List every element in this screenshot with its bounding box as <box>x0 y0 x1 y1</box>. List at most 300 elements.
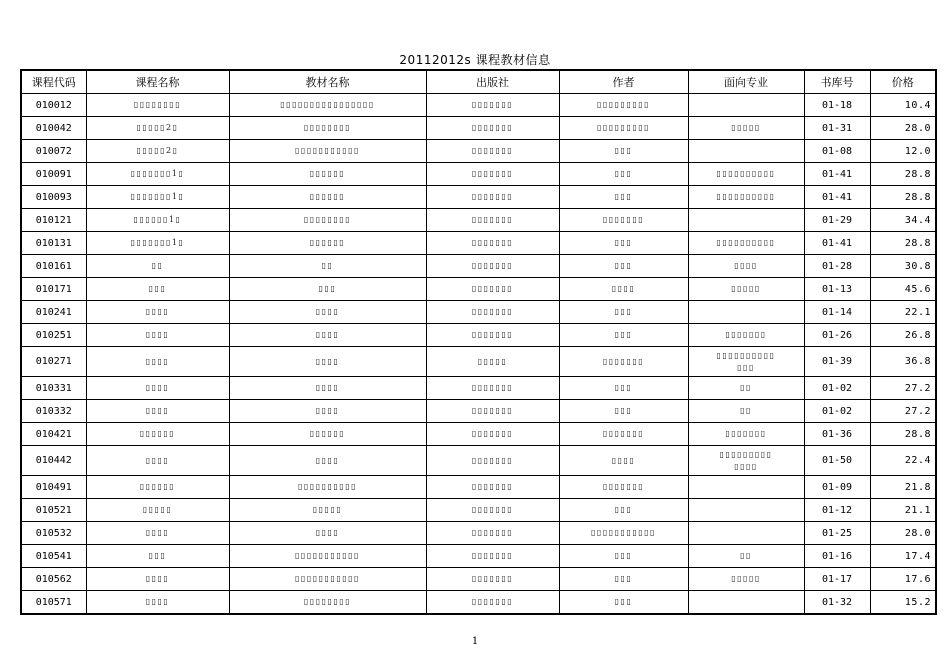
cell-author-text: ▯▯▯ <box>614 238 633 247</box>
cell-course-name <box>86 163 229 186</box>
cell-author-text: ▯▯▯ <box>614 383 633 392</box>
cell-course-name-text: ▯▯▯ <box>148 551 167 560</box>
cell-author <box>559 324 688 347</box>
cell-publisher-text: ▯▯▯▯▯▯▯ <box>471 100 514 109</box>
cell-author-text: ▯▯▯ <box>614 406 633 415</box>
cell-course-name <box>86 117 229 140</box>
table-row <box>21 545 936 568</box>
cell-author-text: ▯▯▯▯ <box>611 284 636 293</box>
cell-course-code: 010442 <box>21 446 86 476</box>
cell-course-name-text: ▯▯▯▯ <box>145 597 170 606</box>
cell-course-name-text: ▯▯▯▯▯▯1▯ <box>133 215 182 224</box>
cell-author-text: ▯▯▯▯ <box>611 455 636 465</box>
cell-author <box>559 117 688 140</box>
cell-publisher <box>426 568 559 591</box>
cell-major <box>688 499 804 522</box>
cell-author <box>559 186 688 209</box>
cell-book-name-text: ▯▯▯▯▯▯▯▯▯▯▯ <box>295 146 360 155</box>
cell-course-name <box>86 499 229 522</box>
table-row <box>21 186 936 209</box>
cell-book-name-text: ▯▯▯▯▯▯▯▯ <box>303 215 352 224</box>
cell-price: 34.4 <box>870 209 936 232</box>
cell-book-name <box>229 209 426 232</box>
cell-book-name <box>229 163 426 186</box>
cell-publisher <box>426 255 559 278</box>
cell-major-text: ▯▯ <box>740 551 752 560</box>
cell-book-name-text: ▯▯▯▯▯▯▯▯ <box>303 597 352 606</box>
cell-book-name <box>229 423 426 446</box>
table-row <box>21 568 936 591</box>
cell-book-name-text: ▯▯▯▯▯ <box>312 505 343 514</box>
cell-book-name <box>229 347 426 377</box>
cell-major-text: ▯▯▯▯▯▯▯ <box>725 429 767 438</box>
cell-course-code: 010131 <box>21 232 86 255</box>
cell-course-code: 010521 <box>21 499 86 522</box>
cell-major <box>688 423 804 446</box>
cell-price: 17.4 <box>870 545 936 568</box>
cell-location: 01-50 <box>804 446 870 476</box>
cell-location: 01-25 <box>804 522 870 545</box>
cell-book-name-text: ▯▯▯▯▯▯ <box>309 169 346 178</box>
header-book-name: 教材名称 <box>229 70 426 94</box>
cell-major <box>688 324 804 347</box>
cell-course-code: 010271 <box>21 347 86 377</box>
table-row <box>21 591 936 615</box>
table-row <box>21 446 936 476</box>
cell-major <box>688 400 804 423</box>
cell-book-name <box>229 522 426 545</box>
cell-book-name-text: ▯▯▯▯ <box>315 330 340 339</box>
cell-major <box>688 278 804 301</box>
cell-course-name <box>86 476 229 499</box>
header-major: 面向专业 <box>688 70 804 94</box>
cell-major-text: ▯▯▯▯▯▯▯▯▯▯ ▯▯▯ <box>716 350 776 372</box>
cell-course-code: 010241 <box>21 301 86 324</box>
cell-course-name-text: ▯▯▯▯▯2▯ <box>136 123 179 132</box>
cell-major-text: ▯▯ <box>740 383 752 392</box>
cell-book-name <box>229 400 426 423</box>
cell-book-name <box>229 232 426 255</box>
cell-major-text: ▯▯▯▯▯▯▯▯▯ ▯▯▯▯ <box>719 449 773 471</box>
cell-course-name <box>86 423 229 446</box>
cell-publisher-text: ▯▯▯▯▯▯▯ <box>471 551 514 560</box>
cell-author <box>559 255 688 278</box>
cell-publisher-text: ▯▯▯▯▯▯▯ <box>471 383 514 392</box>
cell-publisher <box>426 209 559 232</box>
cell-price: 21.8 <box>870 476 936 499</box>
cell-publisher-text: ▯▯▯▯▯▯▯ <box>471 215 514 224</box>
cell-major-text: ▯▯▯▯▯ <box>731 284 761 293</box>
cell-author <box>559 476 688 499</box>
cell-price: 15.2 <box>870 591 936 615</box>
cell-book-name-text: ▯▯▯▯▯▯ <box>309 429 346 438</box>
cell-course-name-text: ▯▯▯▯▯▯▯▯ <box>133 100 182 109</box>
cell-location: 01-17 <box>804 568 870 591</box>
cell-course-code: 010491 <box>21 476 86 499</box>
cell-price: 17.6 <box>870 568 936 591</box>
cell-price: 10.4 <box>870 94 936 117</box>
cell-author <box>559 209 688 232</box>
cell-major-text: ▯▯▯▯ <box>734 261 758 270</box>
cell-price: 28.0 <box>870 117 936 140</box>
cell-major-text: ▯▯▯▯▯▯▯▯▯▯ <box>716 169 776 178</box>
cell-author <box>559 232 688 255</box>
cell-author-text: ▯▯▯▯▯▯▯ <box>602 429 645 438</box>
cell-author <box>559 499 688 522</box>
cell-major <box>688 347 804 377</box>
cell-course-code: 010541 <box>21 545 86 568</box>
cell-publisher <box>426 423 559 446</box>
textbook-table <box>20 69 937 615</box>
cell-course-name <box>86 377 229 400</box>
cell-course-name-text: ▯▯▯▯ <box>145 528 170 537</box>
cell-course-name <box>86 324 229 347</box>
cell-major <box>688 301 804 324</box>
cell-course-code: 010093 <box>21 186 86 209</box>
cell-publisher <box>426 140 559 163</box>
cell-publisher-text: ▯▯▯▯▯▯▯ <box>471 192 514 201</box>
cell-publisher <box>426 446 559 476</box>
cell-publisher-text: ▯▯▯▯▯▯▯ <box>471 146 514 155</box>
cell-course-code: 010421 <box>21 423 86 446</box>
table-body <box>21 94 936 615</box>
table-row <box>21 347 936 377</box>
cell-book-name <box>229 140 426 163</box>
cell-price: 28.8 <box>870 186 936 209</box>
cell-price: 21.1 <box>870 499 936 522</box>
cell-course-code: 010042 <box>21 117 86 140</box>
cell-course-code: 010251 <box>21 324 86 347</box>
table-row <box>21 209 936 232</box>
cell-course-code: 010072 <box>21 140 86 163</box>
cell-location: 01-02 <box>804 377 870 400</box>
cell-publisher <box>426 117 559 140</box>
cell-publisher <box>426 476 559 499</box>
cell-publisher-text: ▯▯▯▯▯▯▯ <box>471 261 514 270</box>
cell-major-text: ▯▯▯▯▯▯▯▯▯▯ <box>716 192 776 201</box>
cell-course-name-text: ▯▯▯▯▯▯▯1▯ <box>130 238 185 247</box>
cell-course-name <box>86 232 229 255</box>
cell-author <box>559 423 688 446</box>
cell-location: 01-32 <box>804 591 870 615</box>
cell-major-text: ▯▯▯▯▯▯▯ <box>725 330 767 339</box>
table-row <box>21 232 936 255</box>
table-row <box>21 476 936 499</box>
cell-publisher-text: ▯▯▯▯▯▯▯ <box>471 406 514 415</box>
cell-major <box>688 163 804 186</box>
table-row <box>21 278 936 301</box>
cell-author-text: ▯▯▯ <box>614 307 633 316</box>
header-author: 作者 <box>559 70 688 94</box>
cell-publisher-text: ▯▯▯▯▯▯▯ <box>471 482 514 491</box>
cell-book-name <box>229 117 426 140</box>
cell-book-name-text: ▯▯▯▯ <box>315 406 340 415</box>
table-row <box>21 163 936 186</box>
cell-book-name-text: ▯▯▯▯ <box>315 356 340 366</box>
cell-location: 01-02 <box>804 400 870 423</box>
cell-course-code: 010331 <box>21 377 86 400</box>
cell-author <box>559 301 688 324</box>
cell-course-name <box>86 301 229 324</box>
cell-course-name <box>86 255 229 278</box>
cell-price: 30.8 <box>870 255 936 278</box>
table-row <box>21 301 936 324</box>
cell-major-text: ▯▯ <box>740 406 752 415</box>
cell-author-text: ▯▯▯ <box>614 169 633 178</box>
cell-course-code: 010161 <box>21 255 86 278</box>
cell-book-name <box>229 446 426 476</box>
cell-price: 27.2 <box>870 377 936 400</box>
cell-course-code: 010091 <box>21 163 86 186</box>
cell-course-name <box>86 186 229 209</box>
cell-book-name-text: ▯▯▯▯ <box>315 307 340 316</box>
cell-course-code: 010532 <box>21 522 86 545</box>
cell-book-name-text: ▯▯▯▯ <box>315 383 340 392</box>
cell-publisher <box>426 278 559 301</box>
cell-course-name-text: ▯▯▯▯ <box>145 383 170 392</box>
cell-author <box>559 278 688 301</box>
cell-book-name-text: ▯▯▯▯▯▯ <box>309 192 346 201</box>
cell-book-name-text: ▯▯▯▯▯▯▯▯ <box>303 123 352 132</box>
cell-publisher-text: ▯▯▯▯▯▯▯ <box>471 429 514 438</box>
cell-major <box>688 591 804 615</box>
cell-course-code: 010571 <box>21 591 86 615</box>
cell-publisher <box>426 377 559 400</box>
cell-course-name <box>86 591 229 615</box>
cell-major <box>688 476 804 499</box>
cell-publisher <box>426 522 559 545</box>
table-row <box>21 499 936 522</box>
cell-major <box>688 522 804 545</box>
cell-location: 01-26 <box>804 324 870 347</box>
cell-publisher <box>426 545 559 568</box>
cell-major-text: ▯▯▯▯▯ <box>731 123 761 132</box>
cell-location: 01-29 <box>804 209 870 232</box>
cell-author-text: ▯▯▯ <box>614 192 633 201</box>
cell-book-name-text: ▯▯▯▯▯▯▯▯▯▯▯▯▯▯▯▯ <box>280 100 375 109</box>
cell-book-name-text: ▯▯▯ <box>318 284 337 293</box>
cell-location: 01-31 <box>804 117 870 140</box>
cell-price: 26.8 <box>870 324 936 347</box>
table-row <box>21 255 936 278</box>
cell-major <box>688 568 804 591</box>
cell-location: 01-18 <box>804 94 870 117</box>
cell-course-name-text: ▯▯▯▯▯▯ <box>139 429 176 438</box>
cell-author <box>559 163 688 186</box>
cell-price: 22.4 <box>870 446 936 476</box>
cell-publisher <box>426 324 559 347</box>
cell-major <box>688 186 804 209</box>
cell-course-name-text: ▯▯ <box>151 261 164 270</box>
document-title: 20112012s 课程教材信息 <box>399 53 551 67</box>
cell-author <box>559 347 688 377</box>
cell-course-name-text: ▯▯▯▯▯▯▯1▯ <box>130 169 185 178</box>
cell-publisher <box>426 347 559 377</box>
cell-author <box>559 400 688 423</box>
cell-book-name <box>229 278 426 301</box>
cell-course-name-text: ▯▯▯ <box>148 284 167 293</box>
table-row <box>21 324 936 347</box>
cell-book-name <box>229 186 426 209</box>
cell-course-name <box>86 347 229 377</box>
cell-author-text: ▯▯▯ <box>614 505 633 514</box>
cell-major <box>688 446 804 476</box>
cell-author-text: ▯▯▯ <box>614 551 633 560</box>
cell-author-text: ▯▯▯ <box>614 597 633 606</box>
cell-author-text: ▯▯▯ <box>614 146 633 155</box>
table-row <box>21 377 936 400</box>
cell-publisher <box>426 591 559 615</box>
cell-book-name <box>229 545 426 568</box>
cell-book-name <box>229 94 426 117</box>
cell-location: 01-41 <box>804 163 870 186</box>
cell-course-name <box>86 140 229 163</box>
cell-location: 01-08 <box>804 140 870 163</box>
cell-price: 28.0 <box>870 522 936 545</box>
cell-price: 45.6 <box>870 278 936 301</box>
table-header-row <box>21 70 936 94</box>
cell-location: 01-28 <box>804 255 870 278</box>
cell-location: 01-16 <box>804 545 870 568</box>
cell-course-code: 010562 <box>21 568 86 591</box>
cell-publisher <box>426 301 559 324</box>
cell-major <box>688 117 804 140</box>
cell-major <box>688 232 804 255</box>
cell-publisher <box>426 400 559 423</box>
cell-publisher-text: ▯▯▯▯▯▯▯ <box>471 330 514 339</box>
cell-course-name <box>86 209 229 232</box>
cell-major <box>688 94 804 117</box>
cell-author <box>559 591 688 615</box>
cell-course-name-text: ▯▯▯▯ <box>145 307 170 316</box>
cell-course-name-text: ▯▯▯▯ <box>145 574 170 583</box>
cell-publisher-text: ▯▯▯▯▯▯▯ <box>471 238 514 247</box>
cell-course-code: 010332 <box>21 400 86 423</box>
cell-author <box>559 140 688 163</box>
cell-location: 01-39 <box>804 347 870 377</box>
cell-publisher-text: ▯▯▯▯▯▯▯ <box>471 284 514 293</box>
cell-author <box>559 545 688 568</box>
cell-author-text: ▯▯▯▯▯▯▯ <box>602 482 645 491</box>
cell-book-name <box>229 324 426 347</box>
cell-author-text: ▯▯▯ <box>614 574 633 583</box>
cell-author-text: ▯▯▯▯▯▯▯▯▯ <box>596 123 651 132</box>
cell-location: 01-13 <box>804 278 870 301</box>
table-row <box>21 94 936 117</box>
cell-major-text: ▯▯▯▯▯ <box>731 574 761 583</box>
cell-course-name-text: ▯▯▯▯ <box>145 330 170 339</box>
cell-course-name <box>86 522 229 545</box>
cell-course-name <box>86 568 229 591</box>
cell-location: 01-41 <box>804 186 870 209</box>
cell-author-text: ▯▯▯ <box>614 330 633 339</box>
cell-price: 28.8 <box>870 232 936 255</box>
cell-author-text: ▯▯▯▯▯▯▯ <box>602 215 645 224</box>
cell-major <box>688 545 804 568</box>
cell-publisher <box>426 186 559 209</box>
cell-author <box>559 446 688 476</box>
cell-course-name-text: ▯▯▯▯ <box>145 455 170 465</box>
cell-publisher-text: ▯▯▯▯▯▯▯ <box>471 574 514 583</box>
header-location: 书库号 <box>804 70 870 94</box>
table-row <box>21 117 936 140</box>
header-course-name: 课程名称 <box>86 70 229 94</box>
cell-book-name <box>229 377 426 400</box>
cell-location: 01-14 <box>804 301 870 324</box>
cell-publisher <box>426 232 559 255</box>
cell-course-name <box>86 400 229 423</box>
cell-publisher-text: ▯▯▯▯▯▯▯ <box>471 169 514 178</box>
table-row <box>21 140 936 163</box>
cell-price: 28.8 <box>870 423 936 446</box>
cell-course-name-text: ▯▯▯▯ <box>145 406 170 415</box>
cell-book-name <box>229 301 426 324</box>
cell-book-name-text: ▯▯ <box>321 261 334 270</box>
cell-book-name <box>229 255 426 278</box>
header-course-code: 课程代码 <box>21 70 86 94</box>
cell-book-name-text: ▯▯▯▯ <box>315 455 340 465</box>
cell-price: 36.8 <box>870 347 936 377</box>
cell-author <box>559 94 688 117</box>
cell-book-name-text: ▯▯▯▯▯▯▯▯▯▯ <box>297 482 358 491</box>
cell-location: 01-09 <box>804 476 870 499</box>
cell-book-name-text: ▯▯▯▯▯▯▯▯▯▯▯ <box>295 551 360 560</box>
cell-publisher-text: ▯▯▯▯▯▯▯ <box>471 455 514 465</box>
cell-author-text: ▯▯▯ <box>614 261 633 270</box>
cell-location: 01-12 <box>804 499 870 522</box>
cell-major <box>688 377 804 400</box>
header-publisher: 出版社 <box>426 70 559 94</box>
cell-course-code: 010121 <box>21 209 86 232</box>
cell-publisher <box>426 499 559 522</box>
cell-price: 27.2 <box>870 400 936 423</box>
cell-course-name <box>86 278 229 301</box>
cell-publisher <box>426 163 559 186</box>
cell-author <box>559 377 688 400</box>
table-row <box>21 423 936 446</box>
cell-major <box>688 255 804 278</box>
cell-course-name-text: ▯▯▯▯▯▯ <box>139 482 176 491</box>
table-row <box>21 400 936 423</box>
cell-publisher-text: ▯▯▯▯▯ <box>477 356 508 366</box>
cell-price: 12.0 <box>870 140 936 163</box>
cell-location: 01-36 <box>804 423 870 446</box>
cell-course-name-text: ▯▯▯▯▯ <box>142 505 173 514</box>
cell-price: 28.8 <box>870 163 936 186</box>
cell-author-text: ▯▯▯▯▯▯▯▯▯ <box>596 100 651 109</box>
cell-major-text: ▯▯▯▯▯▯▯▯▯▯ <box>716 238 776 247</box>
cell-course-name-text: ▯▯▯▯▯▯▯1▯ <box>130 192 185 201</box>
cell-location: 01-41 <box>804 232 870 255</box>
cell-course-name <box>86 446 229 476</box>
cell-course-name <box>86 545 229 568</box>
cell-course-name <box>86 94 229 117</box>
cell-book-name-text: ▯▯▯▯ <box>315 528 340 537</box>
cell-price: 22.1 <box>870 301 936 324</box>
cell-book-name <box>229 476 426 499</box>
cell-course-name-text: ▯▯▯▯ <box>145 356 170 366</box>
cell-major <box>688 140 804 163</box>
cell-course-code: 010171 <box>21 278 86 301</box>
cell-course-name-text: ▯▯▯▯▯2▯ <box>136 146 179 155</box>
page-number: 1 <box>471 636 479 647</box>
cell-author <box>559 568 688 591</box>
cell-author-text: ▯▯▯▯▯▯▯▯▯▯▯ <box>591 528 656 537</box>
table-row <box>21 522 936 545</box>
cell-book-name <box>229 591 426 615</box>
cell-major <box>688 209 804 232</box>
cell-course-code: 010012 <box>21 94 86 117</box>
